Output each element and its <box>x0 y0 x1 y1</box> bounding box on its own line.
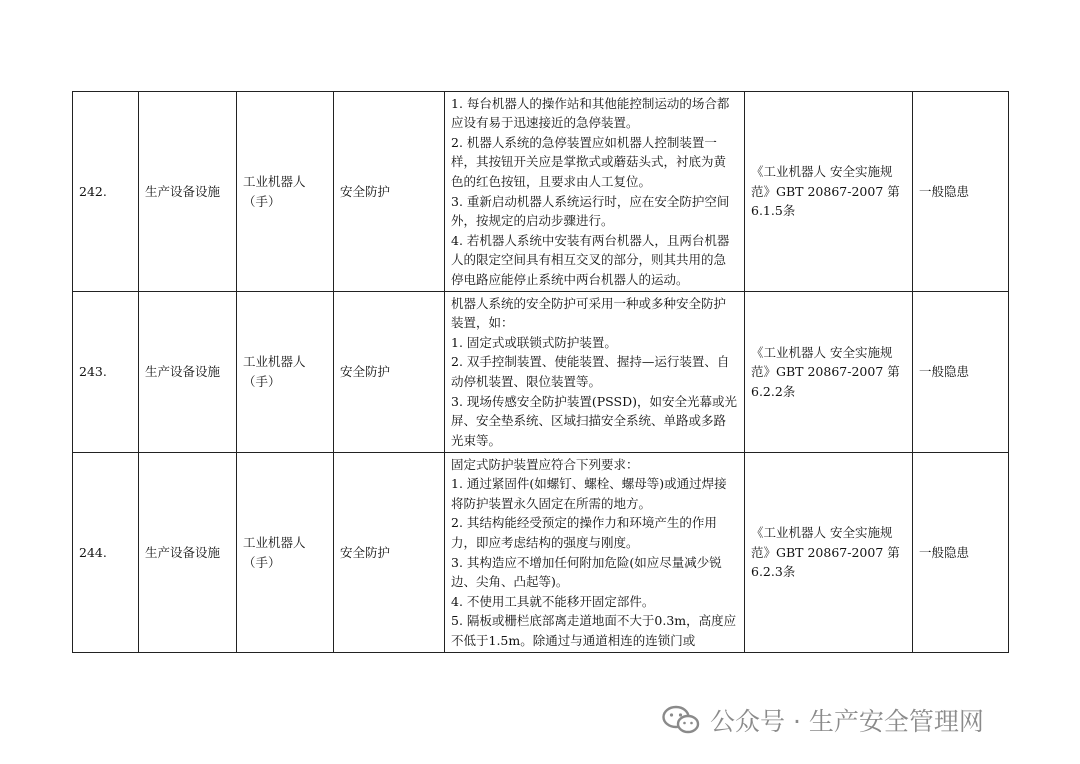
content-line: 1. 每台机器人的操作站和其他能控制运动的场合都应设有易于迅速接近的急停装置。 <box>451 95 730 131</box>
content-line: 1. 通过紧固件(如螺钉、螺栓、螺母等)或通过焊接将防护装置永久固定在所需的地方。 <box>451 476 727 511</box>
item-cell <box>237 92 334 292</box>
basis-cell: 《工业机器人 安全实施规范》GBT 20867-2007 第6.2.3条 <box>745 453 913 653</box>
item-name: 工业机器人 <box>243 354 306 370</box>
wechat-icon <box>662 705 700 735</box>
content-line: 机器人系统的安全防护可采用一种或多种安全防护装置，如： <box>451 295 727 331</box>
content-line: 2. 双手控制装置、使能装置、握持—运行装置、自动停机装置、限位装置等。 <box>451 354 730 389</box>
category-cell: 生产设备设施 <box>139 292 237 453</box>
content-cell <box>445 292 745 453</box>
level-cell: 一般隐患 <box>913 453 1009 653</box>
hazard-table <box>72 91 1009 653</box>
category-cell: 生产设备设施 <box>139 453 237 653</box>
row-number: 244. <box>73 453 139 653</box>
aspect-cell: 安全防护 <box>334 453 445 653</box>
watermark-text: 公众号 · 生产安全管理网 <box>710 707 984 736</box>
item-cell <box>237 292 334 453</box>
watermark <box>662 703 984 737</box>
item-note: （手） <box>243 374 281 389</box>
aspect-cell: 安全防护 <box>334 92 445 292</box>
row-number: 242. <box>73 92 139 292</box>
item-cell <box>237 453 334 653</box>
level-cell: 一般隐患 <box>913 92 1009 292</box>
category-cell: 生产设备设施 <box>139 92 237 292</box>
content-line: 3. 现场传感安全防护装置(PSSD)，如安全光幕或光屏、安全垫系统、区域扫描安全系统、单路或多路光束等。 <box>451 393 737 448</box>
level-cell: 一般隐患 <box>913 292 1009 453</box>
item-note: （手） <box>243 554 281 570</box>
basis-cell: 《工业机器人 安全实施规范》GBT 20867-2007 第6.1.5条 <box>745 92 913 292</box>
table-row <box>73 292 1009 453</box>
content-line: 3. 其构造应不增加任何附加危险(如应尽量减少锐边、尖角、凸起等)。 <box>451 554 722 590</box>
item-note: （手） <box>243 193 281 209</box>
content-line: 2. 机器人系统的急停装置应如机器人控制装置一样，其按钮开关应是掌揿式或蘑菇头式，衬底为黄色的红色按钮，且要求由人工复位。 <box>451 134 727 189</box>
content-cell <box>445 453 745 653</box>
content-line: 4. 不使用工具就不能移开固定部件。 <box>451 593 655 609</box>
item-name: 工业机器人 <box>243 173 306 189</box>
content-line: 3. 重新启动机器人系统运行时，应在安全防护空间外，按规定的启动步骤进行。 <box>451 193 730 229</box>
basis-cell: 《工业机器人 安全实施规范》GBT 20867-2007 第6.2.2条 <box>745 292 913 453</box>
table-row <box>73 453 1009 653</box>
content-line: 2. 其结构能经受预定的操作力和环境产生的作用力，即应考虑结构的强度与刚度。 <box>451 515 717 550</box>
content-line: 4. 若机器人系统中安装有两台机器人，且两台机器人的限定空间具有相互交叉的部分，则其共用的急停电路应能停止系统中两台机器人的运动。 <box>451 232 730 287</box>
content-cell <box>445 92 745 292</box>
row-number: 243. <box>73 292 139 453</box>
aspect-cell: 安全防护 <box>334 292 445 453</box>
table-row <box>73 92 1009 292</box>
content-line: 1. 固定式或联锁式防护装置。 <box>451 334 617 350</box>
item-name: 工业机器人 <box>243 534 306 550</box>
content-line: 固定式防护装置应符合下列要求： <box>451 456 639 472</box>
content-line: 5. 隔板或栅栏底部离走道地面不大于0.3m，高度应不低于1.5m。除通过与通道相连的连锁门或 <box>451 613 737 648</box>
